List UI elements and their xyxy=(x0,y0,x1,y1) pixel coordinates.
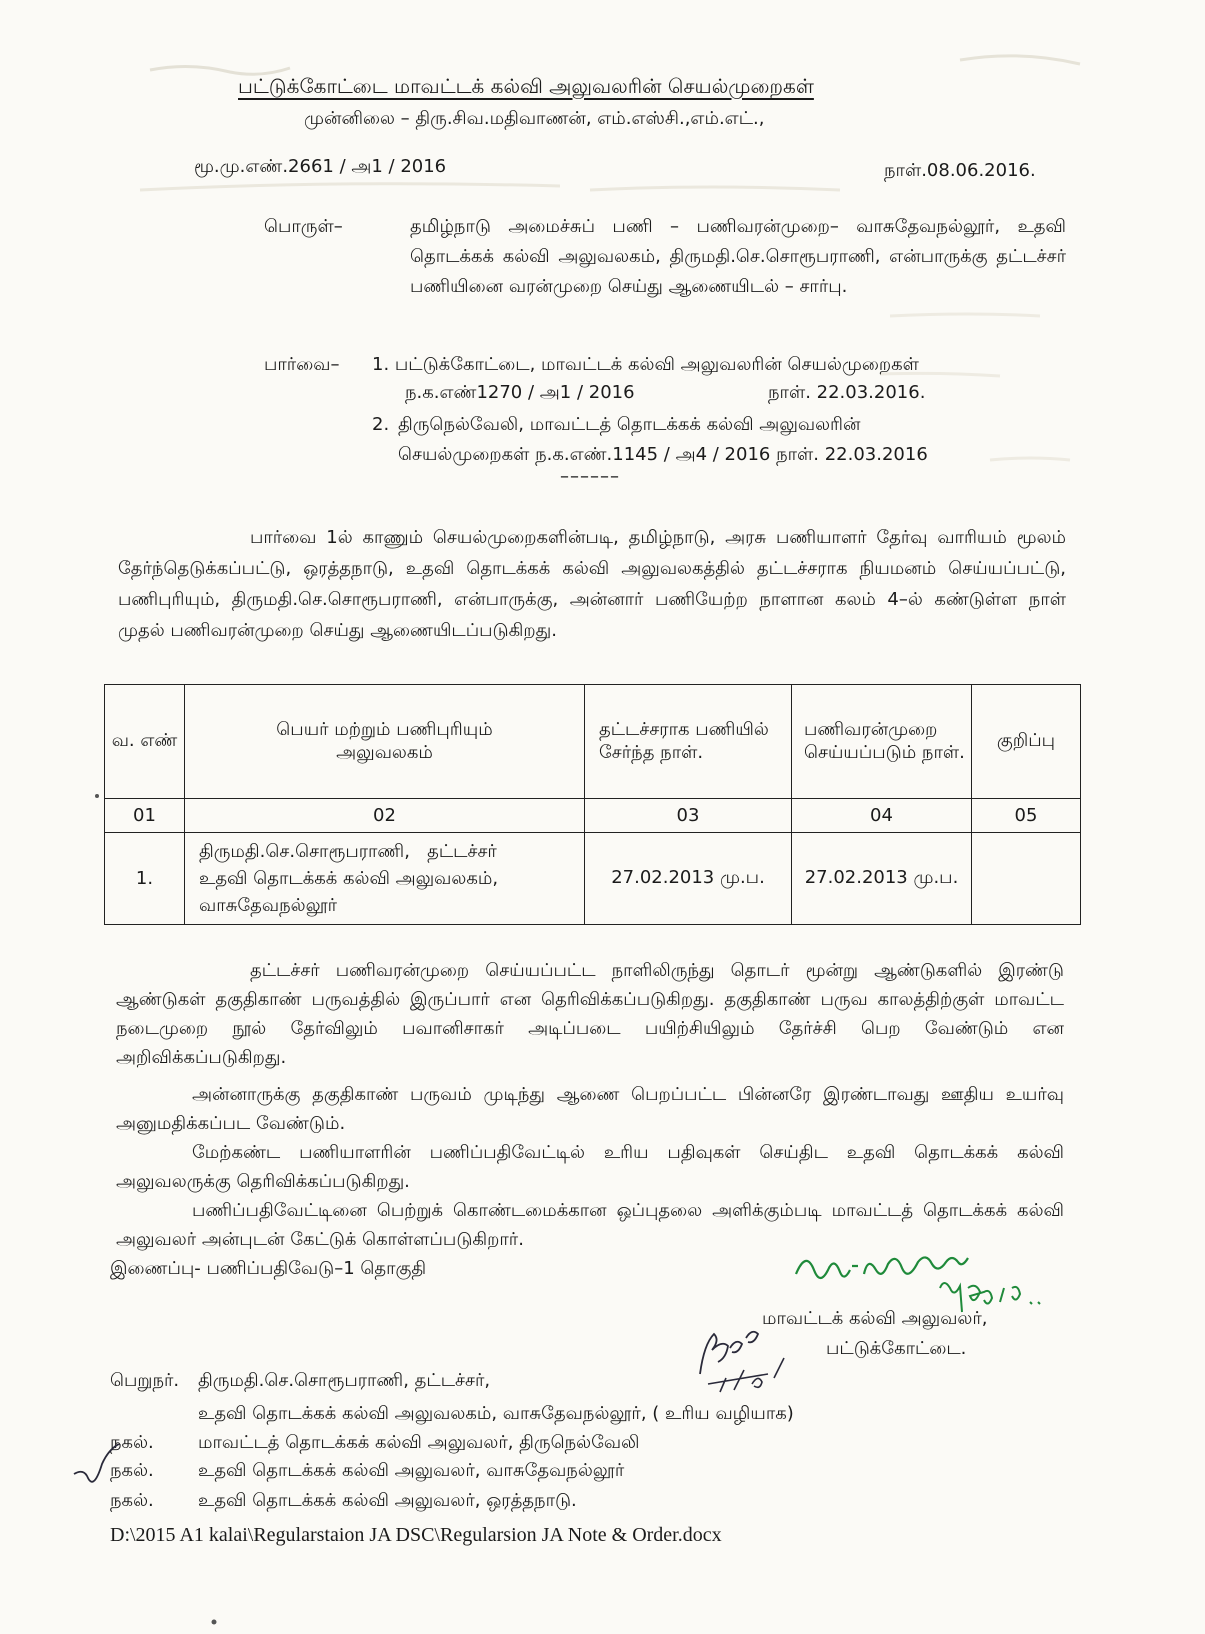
header-remarks: குறிப்பு xyxy=(972,685,1081,799)
reference-number: மூ.மு.எண்.2661 / அ1 / 2016 xyxy=(194,156,447,177)
header-joining-date: தட்டச்சராக பணியில் சேர்ந்த நாள். xyxy=(585,685,792,799)
column-number: 02 xyxy=(185,799,585,833)
body-paragraph-3: அன்னாருக்கு தகுதிகாண் பருவம் முடிந்து ஆணை பெறப்பட்ட பின்னரே இரண்டாவது ஊதிய உயர்வு அனுமதிக்கப்பட வேண்டும். xyxy=(116,1084,1064,1134)
reference-2-line-2: செயல்முறைகள் ந.க.எண்.1145 / அ4 / 2016 நாள். 22.03.2016 xyxy=(398,444,928,465)
signatory-office: மாவட்டக் கல்வி அலுவலர், xyxy=(762,1308,988,1329)
document-title: பட்டுக்கோட்டை மாவட்டக் கல்வி அலுவலரின் செயல்முறைகள் xyxy=(238,74,814,98)
column-number: 04 xyxy=(792,799,972,833)
row-office-line: உதவி தொடக்கக் கல்வி அலுவலகம், xyxy=(199,868,499,889)
presence-line: முன்னிலை – திரு.சிவ.மதிவாணன், எம்.எஸ்சி.,எம்.எட்., xyxy=(304,108,765,129)
order-date: நாள்.08.06.2016. xyxy=(884,160,1036,181)
copy-label: நகல். xyxy=(110,1432,154,1453)
header-serial-number: வ. எண் xyxy=(105,685,185,799)
copy-recipient-1: மாவட்டத் தொடக்கக் கல்வி அலுவலர், திருநெல்வேலி xyxy=(198,1432,640,1453)
signatory-place: பட்டுக்கோட்டை. xyxy=(826,1338,967,1359)
copy-label: நகல். xyxy=(110,1490,154,1511)
references-label: பார்வை– xyxy=(264,354,340,375)
subject-text: தமிழ்நாடு அமைச்சுப் பணி – பணிவரன்முறை– வாசுதேவநல்லூர், உதவி தொடக்கக் கல்வி அலுவலகம், திருமதி.செ.சொரூபராணி, என்பாருக்கு தட்டச்சர் பணியினை வரன்முறை செய்து ஆணையிடல் – சார்பு. xyxy=(410,216,1066,297)
recipient-line-1: திருமதி.செ.சொரூபராணி, தட்டச்சர், xyxy=(198,1370,491,1391)
reference-1-line-2: ந.க.எண்1270 / அ1 / 2016 xyxy=(405,382,635,403)
body-paragraph-2: தட்டச்சர் பணிவரன்முறை செய்யப்பட்ட நாளிலிருந்து தொடர் மூன்று ஆண்டுகளில் இரண்டு ஆண்டுகள் தகுதிகாண் பருவத்தில் இருப்பார் என தெரிவிக்கப்படுகிறது. தகுதிகாண் பருவ காலத்திற்குள் மாவட்ட நடைமுறை நூல் தேர்விலும் பவானிசாகர் அடிப்படை பயிற்சியிலும் தேர்ச்சி பெற வேண்டும் என அறிவிக்கப்படுகிறது. xyxy=(116,960,1064,1068)
row-regularisation-date: 27.02.2013 மு.ப. xyxy=(792,833,972,925)
body-paragraph-4: மேற்கண்ட பணியாளரின் பணிப்பதிவேட்டில் உரிய பதிவுகள் செய்திட உதவி தொடக்கக் கல்வி அலுவலருக்கு தெரிவிக்கப்படுகிறது. xyxy=(116,1142,1064,1192)
reference-1-line-1: 1. பட்டுக்கோட்டை, மாவட்டக் கல்வி அலுவலரின் செயல்முறைகள் xyxy=(372,354,919,375)
file-path-footer: D:\2015 A1 kalai\Regularstaion JA DSC\Regularsion JA Note & Order.docx xyxy=(110,1524,722,1546)
enclosure-line: இணைப்பு- பணிப்பதிவேடு–1 தொகுதி xyxy=(110,1258,427,1279)
separator-line: –––––– xyxy=(560,466,620,487)
body-paragraph-5: பணிப்பதிவேட்டினை பெற்றுக் கொண்டமைக்கான ஒப்புதலை அளிக்கும்படி மாவட்டத் தொடக்கக் கல்வி அலுவலர் அன்புடன் கேட்டுக் கொள்ளப்படுகிறார். xyxy=(116,1200,1064,1250)
recipient-label: பெறுநர். xyxy=(110,1370,180,1391)
row-joining-date: 27.02.2013 மு.ப. xyxy=(585,833,792,925)
row-name-line: திருமதி.செ.சொரூபராணி, தட்டச்சர் xyxy=(199,841,497,862)
reference-1-date: நாள். 22.03.2016. xyxy=(768,382,926,403)
column-number: 03 xyxy=(585,799,792,833)
row-place-line: வாசுதேவநல்லூர் xyxy=(199,895,338,916)
header-regularisation-date: பணிவரன்முறை செய்யப்படும் நாள். xyxy=(792,685,972,799)
recipient-line-2: உதவி தொடக்கக் கல்வி அலுவலகம், வாசுதேவநல்லூர், ( உரிய வழியாக) xyxy=(198,1403,794,1424)
column-number: 05 xyxy=(972,799,1081,833)
reference-2-number: 2. xyxy=(372,414,390,435)
reference-2-line-1: திருநெல்வேலி, மாவட்டத் தொடக்கக் கல்வி அலுவலரின் xyxy=(398,414,861,435)
copy-recipient-2: உதவி தொடக்கக் கல்வி அலுவலர், வாசுதேவநல்லூர் xyxy=(198,1460,625,1481)
row-serial-number: 1. xyxy=(105,833,185,925)
header-name-office: பெயர் மற்றும் பணிபுரியும் அலுவலகம் xyxy=(185,685,585,799)
body-paragraph-1: பார்வை 1ல் காணும் செயல்முறைகளின்படி, தமிழ்நாடு, அரசு பணியாளர் தேர்வு வாரியம் மூலம் தேர்ந்தெடுக்கப்பட்டு, ஒரத்தநாடு, உதவி தொடக்கக் கல்வி அலுவலகத்தில் தட்டச்சராக நியமனம் செய்யப்பட்டு, பணிபுரியும், திருமதி.செ.சொரூபராணி, என்பாருக்கு, அன்னார் பணியேற்ற நாளான கலம் 4–ல் கண்டுள்ள நாள் முதல் பணிவரன்முறை செய்து ஆணையிடப்படுகிறது. xyxy=(118,527,1066,641)
copy-label: நகல். xyxy=(110,1460,154,1481)
subject-label: பொருள்– xyxy=(264,216,343,237)
column-number: 01 xyxy=(105,799,185,833)
copy-recipient-3: உதவி தொடக்கக் கல்வி அலுவலர், ஒரத்தநாடு. xyxy=(198,1490,577,1511)
